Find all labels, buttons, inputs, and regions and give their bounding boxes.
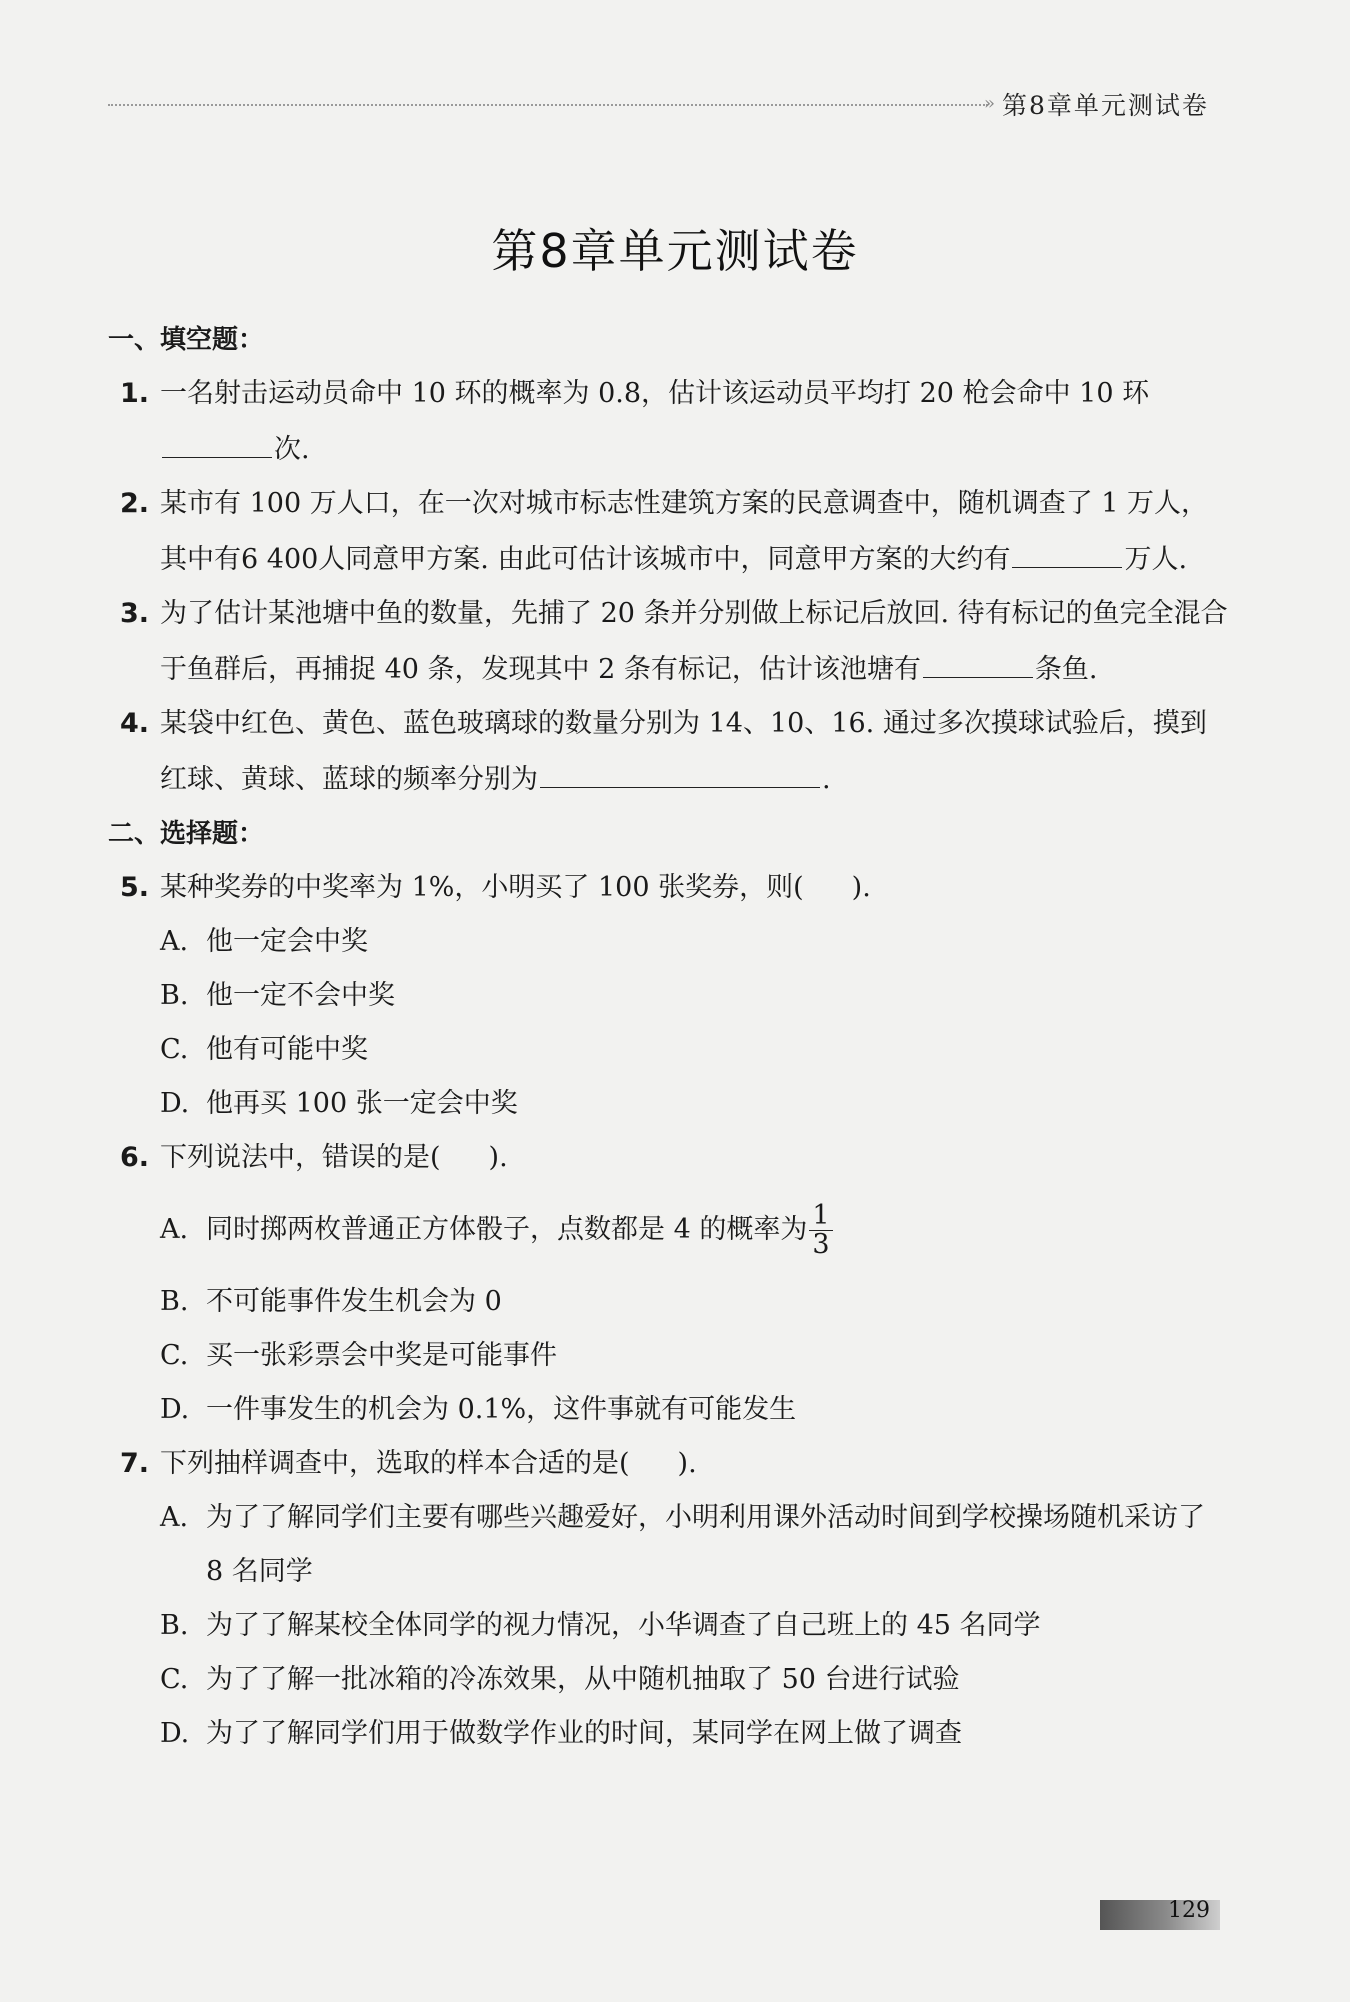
option-6d[interactable]: [108, 1383, 1228, 1437]
option-text: 为了了解同学们主要有哪些兴趣爱好，小明利用课外活动时间到学校操场随机采访了 8 名同学: [206, 1502, 1205, 1587]
page-number: 129: [1168, 1898, 1210, 1923]
option-6a[interactable]: [108, 1185, 1228, 1275]
exam-content: [108, 313, 1228, 1761]
option-text: 一件事发生的机会为 0.1%，这件事就有可能发生: [206, 1394, 797, 1425]
option-label: C.: [160, 1664, 189, 1695]
option-5d[interactable]: [108, 1077, 1228, 1131]
question-number: 4.: [120, 708, 150, 739]
question-number: 2.: [120, 488, 150, 519]
question-4: [108, 697, 1228, 807]
question-stem: 下列说法中，错误的是(: [160, 1142, 441, 1173]
question-text: 某袋中红色、黄色、蓝色玻璃球的数量分别为 14、10、16. 通过多次摸球试验后，摸到红球、黄球、蓝球的频率分别为: [160, 708, 1207, 795]
option-text: 不可能事件发生机会为 0: [206, 1286, 502, 1317]
question-stem-end: ).: [677, 1448, 697, 1479]
option-label: B.: [160, 1286, 189, 1317]
option-label: B.: [160, 980, 189, 1011]
option-7a[interactable]: [108, 1491, 1228, 1599]
answer-blank[interactable]: [1012, 531, 1122, 568]
option-5b[interactable]: [108, 969, 1228, 1023]
question-text-end: 条鱼.: [1034, 654, 1098, 685]
question-text: 某市有 100 万人口，在一次对城市标志性建筑方案的民意调查中，随机调查了 1 万人，其中有6 400人同意甲方案. 由此可估计该城市中，同意甲方案的大约有: [160, 488, 1209, 575]
option-text: 他一定不会中奖: [206, 980, 395, 1011]
option-text: 买一张彩票会中奖是可能事件: [206, 1340, 557, 1371]
option-text: 他再买 100 张一定会中奖: [206, 1088, 518, 1119]
option-6b[interactable]: [108, 1275, 1228, 1329]
fraction-numerator: 1: [809, 1202, 832, 1231]
question-text: 为了估计某池塘中鱼的数量，先捕了 20 条并分别做上标记后放回. 待有标记的鱼完全混合于鱼群后，再捕捉 40 条，发现其中 2 条有标记，估计该池塘有: [160, 598, 1228, 685]
header-dotted-rule: [108, 104, 988, 106]
option-label: C.: [160, 1340, 189, 1371]
option-label: A.: [160, 1502, 189, 1533]
header-arrow-icon: »: [984, 93, 996, 114]
option-text: 同时掷两枚普通正方体骰子，点数都是 4 的概率为: [206, 1214, 808, 1245]
question-6: [108, 1131, 1228, 1185]
option-text: 为了了解同学们用于做数学作业的时间，某同学在网上做了调查: [206, 1718, 962, 1749]
option-label: A.: [160, 1214, 189, 1245]
option-7d[interactable]: [108, 1707, 1228, 1761]
option-text: 为了了解某校全体同学的视力情况，小华调查了自己班上的 45 名同学: [206, 1610, 1041, 1641]
fraction-denominator: 3: [812, 1229, 830, 1260]
question-text-end: 万人.: [1124, 544, 1188, 575]
question-number: 7.: [120, 1448, 150, 1479]
question-text-end: 次.: [274, 434, 310, 465]
question-5: [108, 861, 1228, 915]
option-label: D.: [160, 1718, 190, 1749]
question-stem-end: ).: [488, 1142, 508, 1173]
option-text: 他有可能中奖: [206, 1034, 368, 1065]
fraction-one-third: [809, 1202, 832, 1259]
question-number: 5.: [120, 872, 150, 903]
option-label: D.: [160, 1088, 190, 1119]
question-number: 6.: [120, 1142, 150, 1173]
option-5a[interactable]: [108, 915, 1228, 969]
question-number: 3.: [120, 598, 150, 629]
question-2: [108, 477, 1228, 587]
option-6c[interactable]: [108, 1329, 1228, 1383]
question-stem-end: ).: [851, 872, 871, 903]
option-label: A.: [160, 926, 189, 957]
question-stem: 下列抽样调查中，选取的样本合适的是(: [160, 1448, 630, 1479]
answer-blank[interactable]: [540, 751, 820, 788]
option-text: 为了了解一批冰箱的冷冻效果，从中随机抽取了 50 台进行试验: [206, 1664, 960, 1695]
option-label: C.: [160, 1034, 189, 1065]
question-1: [108, 367, 1228, 477]
option-7b[interactable]: [108, 1599, 1228, 1653]
option-5c[interactable]: [108, 1023, 1228, 1077]
option-7c[interactable]: [108, 1653, 1228, 1707]
option-label: B.: [160, 1610, 189, 1641]
option-label: D.: [160, 1394, 190, 1425]
question-3: [108, 587, 1228, 697]
option-text: 他一定会中奖: [206, 926, 368, 957]
question-number: 1.: [120, 378, 150, 409]
running-head: 第8章单元测试卷: [1002, 91, 1209, 120]
page-title: 第8章单元测试卷: [491, 224, 859, 278]
question-text: 一名射击运动员命中 10 环的概率为 0.8，估计该运动员平均打 20 枪会命中 10 环: [160, 378, 1150, 409]
answer-blank[interactable]: [923, 641, 1033, 678]
question-stem: 某种奖券的中奖率为 1%，小明买了 100 张奖券，则(: [160, 872, 804, 903]
section-title-fill: 一、填空题：: [108, 325, 265, 355]
question-text-end: .: [822, 764, 831, 795]
answer-blank[interactable]: [162, 421, 272, 458]
section-title-choice: 二、选择题：: [108, 819, 265, 849]
question-7: [108, 1437, 1228, 1491]
